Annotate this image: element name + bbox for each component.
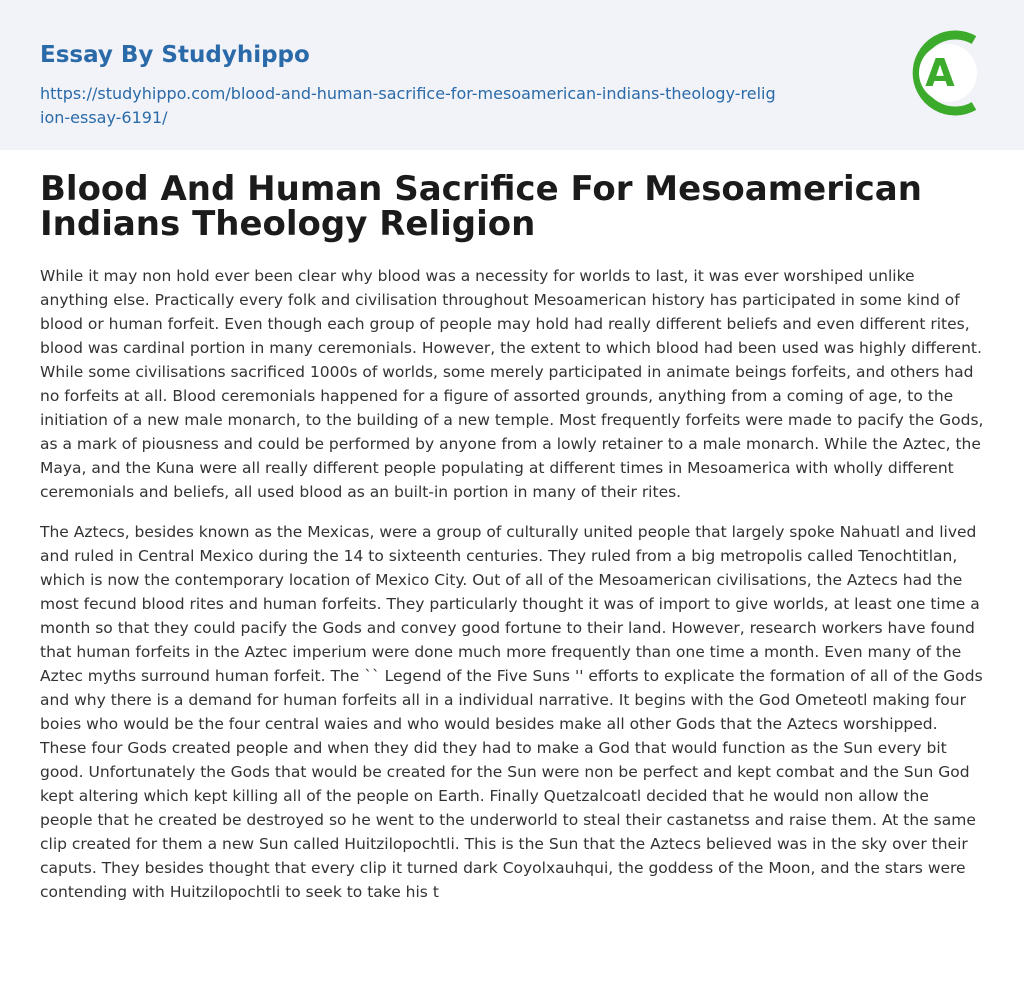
- site-brand[interactable]: Essay By Studyhippo: [40, 42, 310, 68]
- article-title: Blood And Human Sacrifice For Mesoamerican Indians Theology Religion: [40, 169, 922, 244]
- article-paragraph: The Aztecs, besides known as the Mexicas, were a group of culturally united people that largely spoke Nahuatl and lived and ruled in Central Mexico during the 14 to sixteenth centuries. They ruled from a big metropolis called Tenochtitlan, which is now the contemporary location of Mexico City. Out of all of the Mesoamerican civilisations, the Aztecs had the most fecund blood rites and human forfeits. They particularly thought it was of import to give worlds, at least one time a month so that they could pacify the Gods and convey good fortune to their land. However, research workers have found that human forfeits in the Aztec imperium were done much more frequently than one time a month. Even many of the Aztec myths surround human forfeit. The `` Legend of the Five Suns '' efforts to explicate the formation of all of the Gods and why there is a demand for human forfeits all in a individual narrative. It begins with the God Ometeotl making four boies who would be the four central waies and who would besides make all other Gods that the Aztecs worshipped. These four Gods created people and when they did they had to make a God that would function as the Sun every bit good. Unfortunately the Gods that would be created for the Sun were non be perfect and kept combat and the Sun God kept altering which kept killing all of the people on Earth. Finally Quetzalcoatl decided that he would non allow the people that he created be destroyed so he went to the underworld to steal their castanetss and raise them. At the same clip created for them a new Sun called Huitzilopochtli. This is the Sun that the Aztecs believed was in the sky over their caputs. They besides thought that every clip it turned dark Coyolxauhqui, the goddess of the Moon, and the stars were contending with Huitzilopochtli to seek to take his t: [40, 523, 983, 901]
- studyhippo-logo-icon[interactable]: [912, 30, 984, 116]
- logo-letter: A: [925, 51, 955, 95]
- article: [0, 169, 1024, 904]
- site-header: [0, 0, 1024, 150]
- article-paragraph: While it may non hold ever been clear why blood was a necessity for worlds to last, it was ever worshiped unlike anything else. Practically every folk and civilisation throughout Mesoamerican history has participated in some kind of blood or human forfeit. Even though each group of people may hold had really different beliefs and even different rites, blood was cardinal portion in many ceremonials. However, the extent to which blood had been used was highly different. While some civilisations sacrificed 1000s of worlds, some merely participated in animate beings forfeits, and others had no forfeits at all. Blood ceremonials happened for a figure of assorted grounds, anything from a coming of age, to the initiation of a new male monarch, to the building of a new temple. Most frequently forfeits were made to pacify the Gods, as a mark of piousness and could be performed by anyone from a lowly retainer to a male monarch. While the Aztec, the Maya, and the Kuna were all really different people populating at different times in Mesoamerica with wholly different ceremonials and beliefs, all used blood as an built-in portion in many of their rites.: [40, 267, 984, 501]
- essay-url-link[interactable]: https://studyhippo.com/blood-and-human-sacrifice-for-mesoamerican-indians-theology-religion-essay-6191/: [40, 84, 776, 127]
